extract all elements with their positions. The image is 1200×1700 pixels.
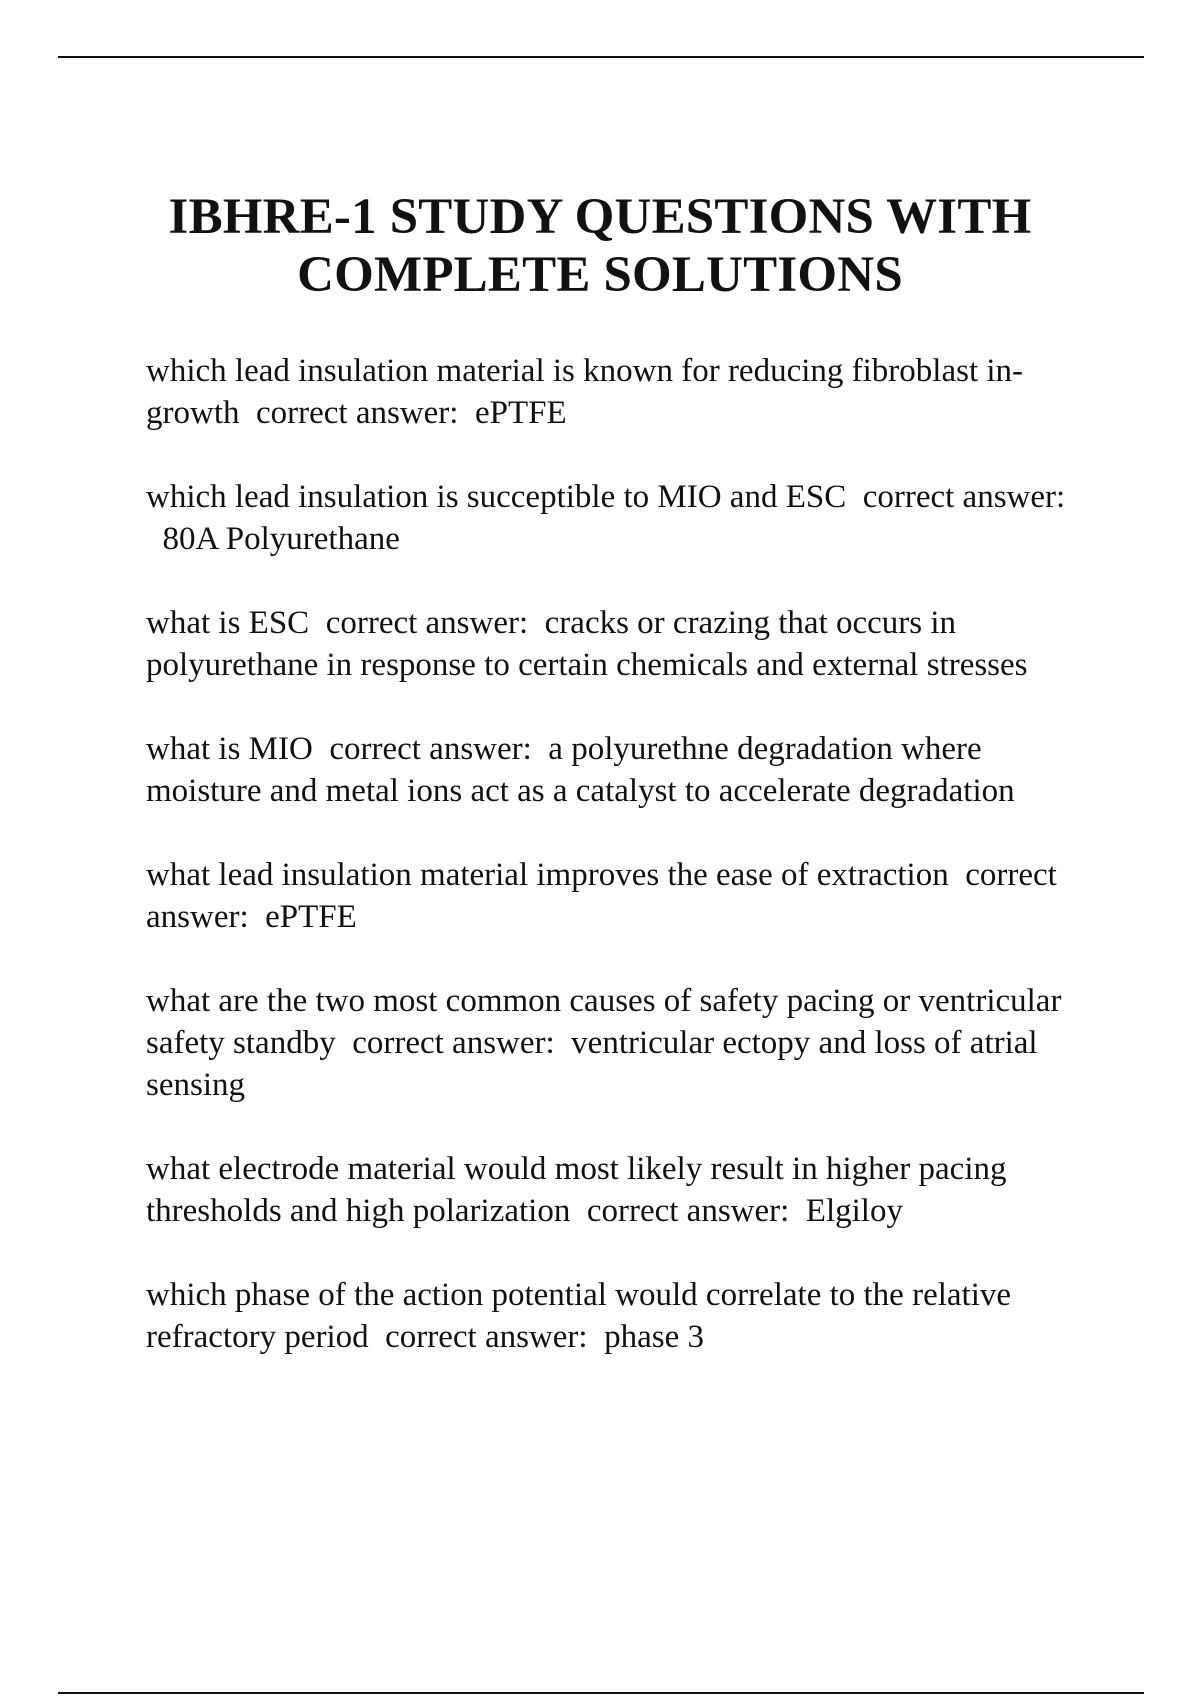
answer-prefix: correct answer: — [352, 1025, 555, 1061]
qa-list — [146, 350, 1096, 1400]
answer-prefix: correct answer: — [329, 731, 532, 767]
answer-text: phase 3 — [604, 1319, 704, 1355]
answer-text: cracks or crazing that occurs in polyurethane in response to certain chemicals and external stresses — [146, 605, 1028, 683]
qa-item — [146, 476, 1096, 560]
qa-item — [146, 1274, 1096, 1358]
footer-rule — [58, 1692, 1144, 1694]
answer-text: 80A Polyurethane — [162, 521, 400, 557]
answer-text: ePTFE — [474, 395, 567, 431]
page-title — [60, 188, 1140, 304]
question-text: what electrode material would most likely result in higher pacing thresholds and high polarization — [146, 1151, 1007, 1229]
qa-item — [146, 728, 1096, 812]
answer-text: Elgiloy — [805, 1193, 903, 1229]
question-text: what are the two most common causes of safety pacing or ventricular safety standby — [146, 983, 1062, 1061]
answer-prefix: correct answer: — [325, 605, 529, 641]
answer-text: ePTFE — [265, 899, 357, 935]
title-line-1: IBHRE-1 STUDY QUESTIONS WITH — [168, 189, 1032, 245]
qa-item — [146, 980, 1096, 1106]
qa-item — [146, 1148, 1096, 1232]
question-text: which lead insulation material is known for reducing fibroblast in-growth — [146, 353, 1024, 431]
question-text: what is ESC — [146, 605, 310, 641]
title-line-2: COMPLETE SOLUTIONS — [297, 247, 903, 303]
qa-item — [146, 350, 1096, 434]
qa-item — [146, 854, 1096, 938]
answer-prefix: correct answer: — [146, 857, 1057, 935]
question-text: which phase of the action potential would correlate to the relative refractory period — [146, 1277, 1012, 1355]
question-text: what lead insulation material improves the ease of extraction — [146, 857, 949, 893]
answer-prefix: correct answer: — [862, 479, 1066, 515]
answer-prefix: correct answer: — [256, 395, 459, 431]
question-text: what is MIO — [146, 731, 313, 767]
qa-item — [146, 602, 1096, 686]
answer-text: ventricular ectopy and loss of atrial sensing — [146, 1025, 1038, 1103]
answer-prefix: correct answer: — [385, 1319, 588, 1355]
question-text: which lead insulation is succeptible to MIO and ESC — [146, 479, 847, 515]
header-rule — [58, 56, 1144, 58]
answer-text: a polyurethne degradation where moisture and metal ions act as a catalyst to accelerate degradation — [146, 731, 1015, 809]
answer-prefix: correct answer: — [586, 1193, 790, 1229]
